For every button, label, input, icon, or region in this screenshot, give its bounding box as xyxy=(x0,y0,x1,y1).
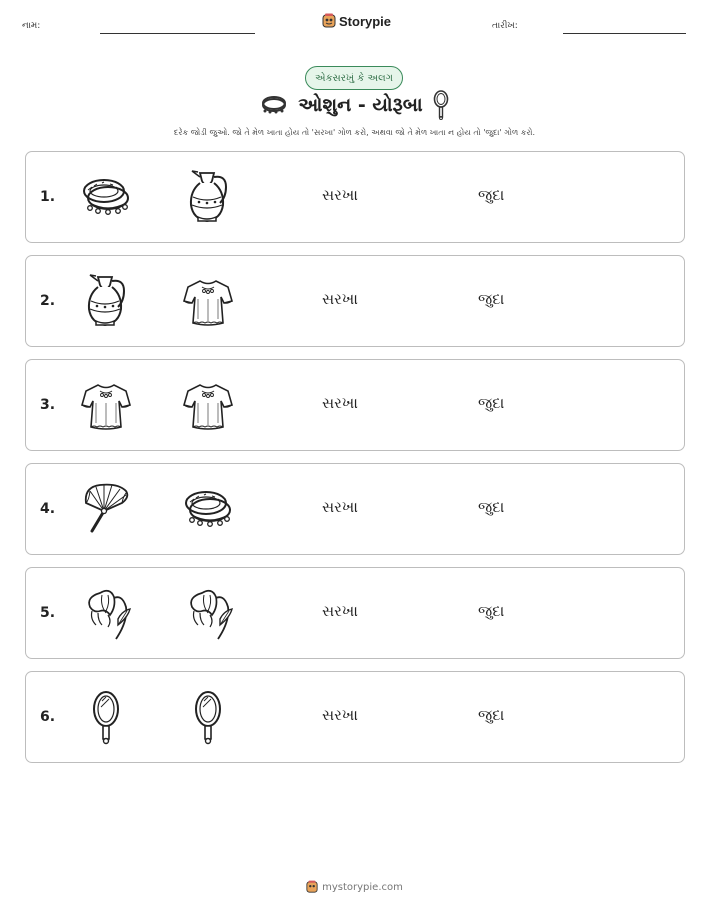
question-number: 5. xyxy=(40,605,56,621)
same-option[interactable]: સરખા xyxy=(322,498,358,516)
pitcher-icon xyxy=(78,273,134,329)
different-option[interactable]: જુદા xyxy=(478,394,505,412)
fan-icon xyxy=(78,481,134,537)
bracelet-icon xyxy=(260,94,288,116)
pitcher-icon xyxy=(180,169,236,225)
bracelet-icon xyxy=(78,169,134,225)
question-number: 1. xyxy=(40,189,56,205)
date-label: તારીખ: xyxy=(492,21,518,31)
flower-icon xyxy=(78,585,134,641)
question-row xyxy=(25,255,685,347)
same-option[interactable]: સરખા xyxy=(322,602,358,620)
different-option[interactable]: જુદા xyxy=(478,602,505,620)
storypie-footer-icon xyxy=(306,880,318,894)
same-option[interactable]: સરખા xyxy=(322,186,358,204)
different-option[interactable]: જુદા xyxy=(478,498,505,516)
brand-name: Storypie xyxy=(339,13,392,29)
page-title: ઓશુન - યોરૂબા xyxy=(298,94,423,116)
different-option[interactable]: જુદા xyxy=(478,706,505,724)
question-number: 6. xyxy=(40,709,56,725)
mirror-icon xyxy=(78,689,134,745)
same-option[interactable]: સરખા xyxy=(322,706,358,724)
same-option[interactable]: સરખા xyxy=(322,290,358,308)
flower-icon xyxy=(180,585,236,641)
dress-icon xyxy=(180,377,236,433)
question-row xyxy=(25,463,685,555)
same-option[interactable]: સરખા xyxy=(322,394,358,412)
dress-icon xyxy=(78,377,134,433)
date-line xyxy=(563,33,686,34)
instructions: દરેક જોડી જુઓ. જો તે મેળ ખાતા હોય તો 'સરખા' ગોળ કરો, અથવા જો તે મેળ ખાતા ન હોય તો 'જુદા' ગોળ કરો. xyxy=(173,128,536,137)
question-row xyxy=(25,671,685,763)
brand-logo xyxy=(322,13,391,29)
question-number: 4. xyxy=(40,501,56,517)
question-number: 3. xyxy=(40,397,56,413)
question-row xyxy=(25,359,685,451)
worksheet-type-badge: એકસરખું કે અલગ xyxy=(305,66,403,90)
dress-icon xyxy=(180,273,236,329)
question-row xyxy=(25,567,685,659)
question-row xyxy=(25,151,685,243)
different-option[interactable]: જુદા xyxy=(478,290,505,308)
title-row xyxy=(0,90,709,121)
name-label: નામ: xyxy=(22,21,41,31)
storypie-mascot-icon xyxy=(322,13,336,29)
bracelet-icon xyxy=(180,481,236,537)
mirror-icon xyxy=(180,689,236,745)
question-number: 2. xyxy=(40,293,56,309)
footer xyxy=(0,880,709,897)
footer-url: mystorypie.com xyxy=(322,881,403,893)
mirror-icon xyxy=(433,90,449,120)
name-line xyxy=(100,33,255,34)
different-option[interactable]: જુદા xyxy=(478,186,505,204)
